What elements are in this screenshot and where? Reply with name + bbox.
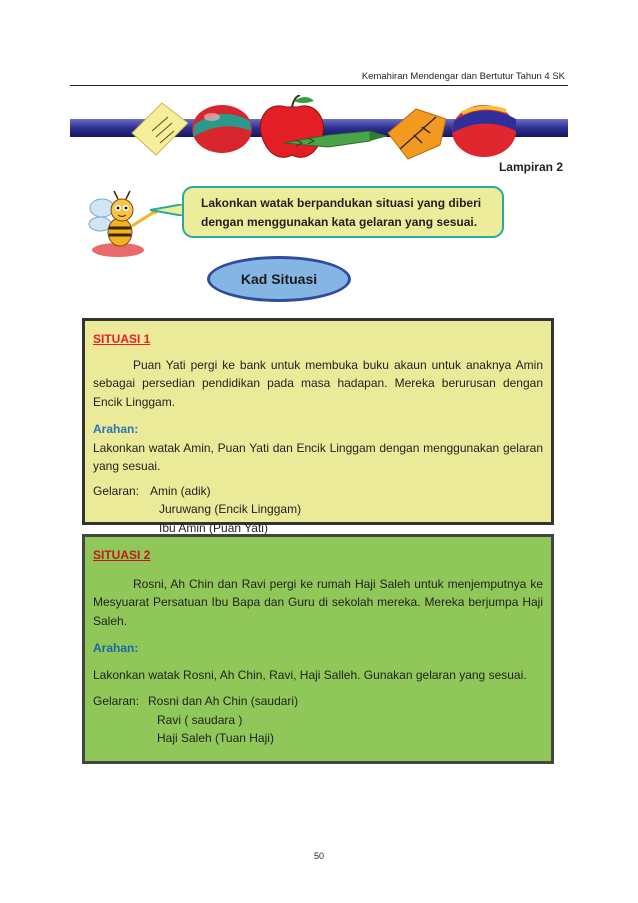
situasi-1-card	[82, 318, 554, 535]
situasi-1-gelaran-item: Ibu Amin (Puan Yati)	[159, 520, 268, 535]
kad-situasi-heading: Kad Situasi	[207, 256, 351, 302]
page-number: 50	[313, 851, 324, 861]
header-title: Kemahiran Mendengar dan Bertutur Tahun 4 SK	[361, 71, 565, 82]
situasi-2-card	[82, 534, 554, 764]
header-rule	[70, 85, 568, 86]
situasi-2-arahan-text: Lakonkan watak Rosni, Ah Chin, Ravi, Haji Salleh. Gunakan gelaran yang sesuai.	[93, 667, 527, 682]
yarn-ball-icon	[452, 105, 516, 157]
situasi-2-gelaran-item: Rosni dan Ah Chin (saudari)	[148, 694, 299, 708]
instruction-line-2: dengan menggunakan kata gelaran yang sesuai.	[201, 215, 478, 229]
situasi-2-gelaran-label: Gelaran:	[93, 694, 140, 708]
situasi-1-gelaran-label: Gelaran:	[93, 483, 140, 498]
situasi-1-title: SITUASI 1	[93, 332, 151, 346]
lampiran-label: Lampiran 2	[498, 160, 563, 174]
situasi-1-gelaran	[93, 482, 543, 538]
situasi-1-gelaran-item: Amin (adik)	[150, 483, 211, 498]
situasi-2-title: SITUASI 2	[93, 548, 151, 562]
situasi-1-text: Puan Yati pergi ke bank untuk membuka buku akaun untuk anaknya Amin sebagai persedian pendidikan pada masa hadapan. Mereka berurusan dengan Encik Linggam.	[93, 357, 543, 409]
situasi-2-gelaran-item: Haji Saleh (Tuan Haji)	[157, 731, 274, 745]
speech-tail	[150, 204, 184, 216]
leaf-icon	[388, 109, 446, 159]
ball-icon	[192, 105, 252, 153]
situasi-2-arahan-label: Arahan:	[93, 641, 139, 655]
situasi-2-gelaran-item: Ravi ( saudara )	[157, 712, 243, 727]
situasi-1-arahan-text: Lakonkan watak Amin, Puan Yati dan Encik Linggam dengan menggunakan gelaran yang sesuai.	[93, 440, 543, 473]
paper-icon	[132, 103, 188, 155]
situasi-1-arahan-label: Arahan:	[93, 422, 139, 436]
situasi-2-text: Rosni, Ah Chin dan Ravi pergi ke rumah Haji Saleh untuk menjemputnya ke Mesyuarat Persatuan Ibu Bapa dan Guru di sekolah mereka. Mereka berjumpa Haji Saleh.	[93, 576, 543, 628]
school-supplies-banner	[70, 95, 568, 165]
instruction-bubble	[182, 186, 504, 238]
bee-mascot-icon	[82, 188, 160, 260]
situasi-1-gelaran-item: Juruwang (Encik Linggam)	[159, 502, 302, 516]
apple-icon	[260, 95, 323, 157]
situasi-2-gelaran	[93, 692, 543, 748]
instruction-line-1: Lakonkan watak berpandukan situasi yang diberi	[201, 196, 482, 210]
